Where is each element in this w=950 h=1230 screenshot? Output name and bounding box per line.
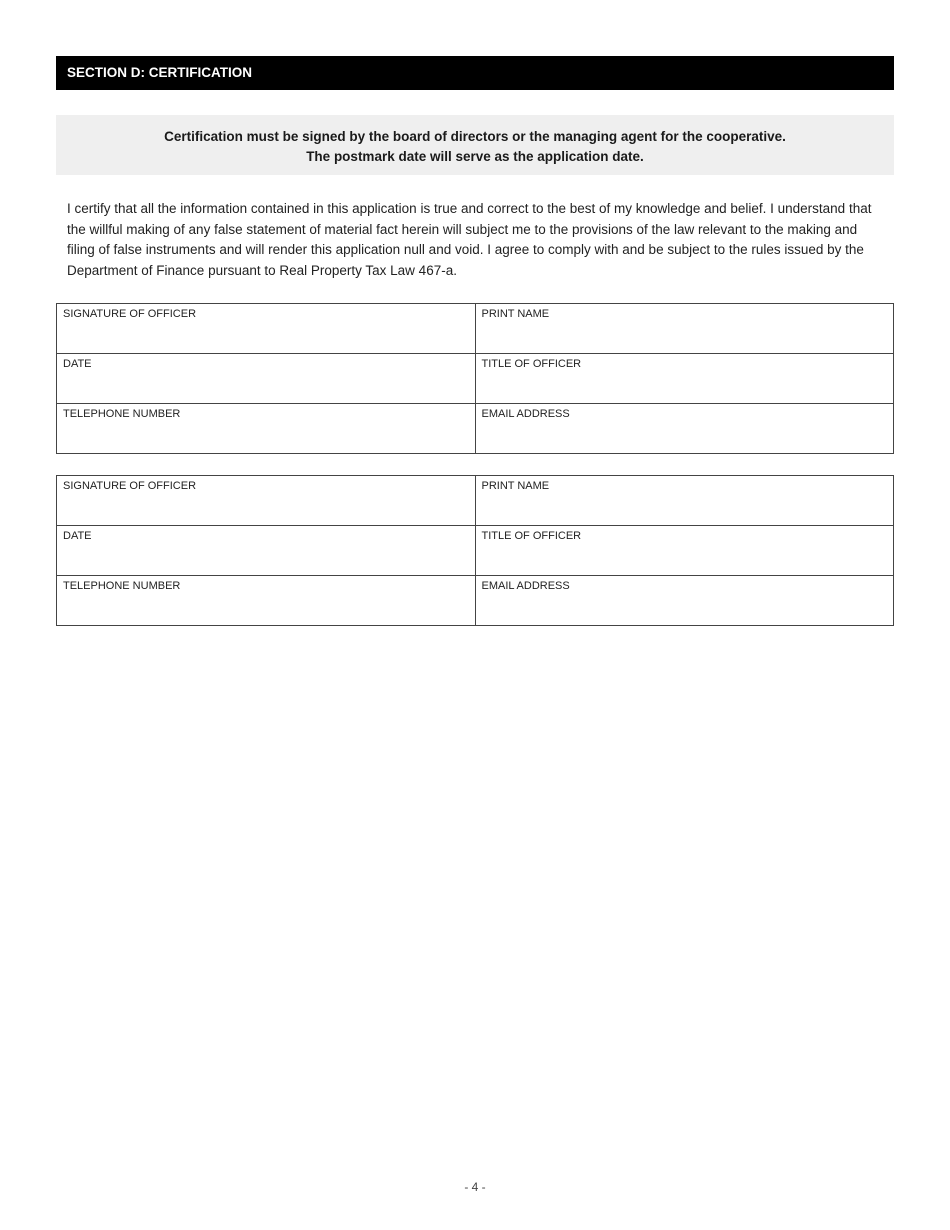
field-label: DATE (63, 530, 92, 542)
field-label: TELEPHONE NUMBER (63, 408, 181, 420)
field-label: TITLE OF OFFICER (481, 530, 582, 542)
field-label: TELEPHONE NUMBER (63, 580, 181, 592)
signature-block-2 (56, 475, 894, 626)
field-label: TITLE OF OFFICER (481, 358, 582, 370)
notice-line-2: The postmark date will serve as the application date. (306, 149, 644, 164)
signature-block-1 (56, 303, 894, 454)
signature-field[interactable] (57, 476, 476, 526)
print-name-field[interactable] (475, 476, 894, 526)
date-field[interactable] (57, 526, 476, 576)
title-of-officer-field[interactable] (475, 354, 894, 404)
field-label: PRINT NAME (481, 308, 550, 320)
field-label: EMAIL ADDRESS (481, 408, 570, 420)
page-number: - 4 - (464, 1180, 486, 1194)
field-label: EMAIL ADDRESS (481, 580, 570, 592)
certification-statement: I certify that all the information contained in this application is true and correct to the best of my knowledge and belief. I understand that the willful making of any false statement of material fact herein will subject me to the provisions of the law relevant to the making and filing of false instruments and will render this application null and void. I agree to comply with and be subject to the rules issued by the Department of Finance pursuant to Real Property Tax Law 467-a. (67, 201, 872, 278)
telephone-field[interactable] (57, 404, 476, 454)
date-field[interactable] (57, 354, 476, 404)
print-name-field[interactable] (475, 304, 894, 354)
field-label: DATE (63, 358, 92, 370)
signature-field[interactable] (57, 304, 476, 354)
email-field[interactable] (475, 404, 894, 454)
email-field[interactable] (475, 576, 894, 626)
telephone-field[interactable] (57, 576, 476, 626)
notice-line-1: Certification must be signed by the board of directors or the managing agent for the cooperative. (164, 129, 786, 144)
section-header: SECTION D: CERTIFICATION (56, 56, 894, 90)
title-of-officer-field[interactable] (475, 526, 894, 576)
field-label: SIGNATURE OF OFFICER (63, 480, 197, 492)
certification-notice (56, 115, 894, 175)
field-label: SIGNATURE OF OFFICER (63, 308, 197, 320)
field-label: PRINT NAME (481, 480, 550, 492)
